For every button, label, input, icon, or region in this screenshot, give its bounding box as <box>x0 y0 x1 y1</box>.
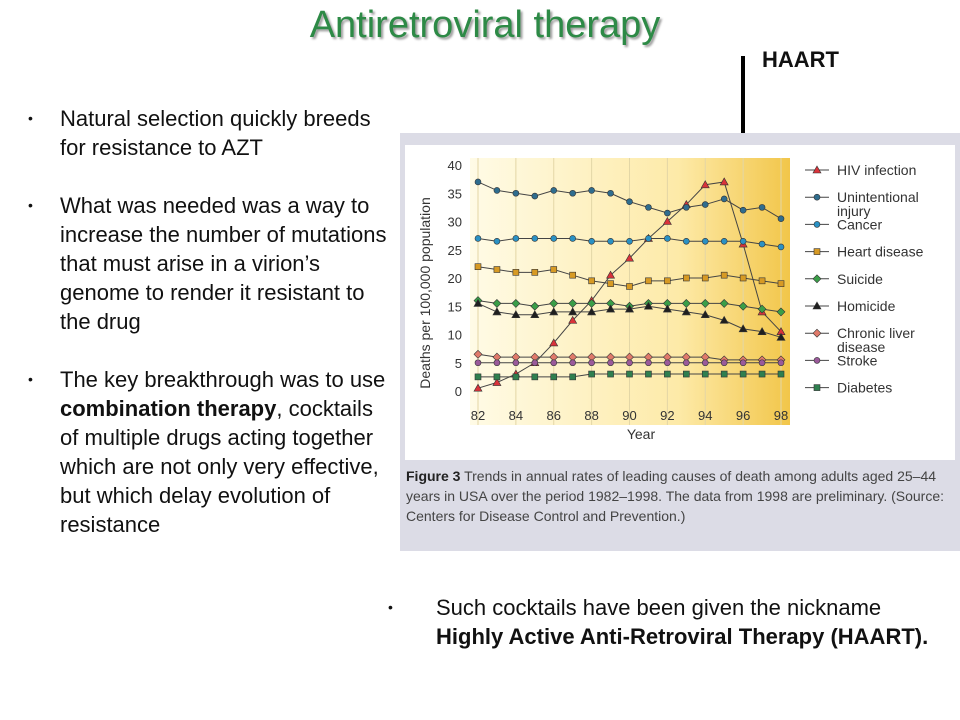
x-tick-label: 92 <box>660 408 675 423</box>
data-point <box>740 360 746 366</box>
data-point <box>702 202 708 208</box>
legend-label: Unintentional <box>837 189 919 206</box>
data-point <box>814 194 820 200</box>
data-point <box>814 385 820 391</box>
bullet-item <box>28 104 388 162</box>
data-point <box>570 374 576 380</box>
bullet-text-pre: Such cocktails have been given the nickname <box>436 595 882 620</box>
data-point <box>814 357 820 363</box>
bullet-text-bold: combination therapy <box>60 396 277 421</box>
data-point <box>740 275 746 281</box>
data-point <box>645 360 651 366</box>
legend-label: Suicide <box>837 270 883 287</box>
data-point <box>589 371 595 377</box>
data-point <box>664 235 670 241</box>
x-axis-label: Year <box>626 426 656 442</box>
data-point <box>608 238 614 244</box>
bullet-text-post: , cocktails of multiple drugs acting together which are not only very effective, but which delay evolution of resistance <box>60 396 379 537</box>
y-tick-label: 0 <box>454 384 462 399</box>
data-point <box>532 235 538 241</box>
data-point <box>475 235 481 241</box>
chart <box>400 133 960 463</box>
data-point <box>570 235 576 241</box>
legend-label: Heart disease <box>837 243 924 260</box>
legend-label: Cancer <box>837 216 883 233</box>
data-point <box>551 374 557 380</box>
bullet-text: What was needed was a way to increase the number of mutations that must arise in a virion’s genome to render it resistant to the drug <box>60 193 387 334</box>
data-point <box>475 374 481 380</box>
bullet-text-bold: Highly Active Anti-Retroviral Therapy (HAART). <box>436 624 929 649</box>
data-point <box>627 199 633 205</box>
data-point <box>608 281 614 287</box>
data-point <box>740 371 746 377</box>
data-point <box>702 360 708 366</box>
data-point <box>627 238 633 244</box>
data-point <box>589 360 595 366</box>
y-tick-label: 5 <box>454 355 462 371</box>
data-point <box>551 187 557 193</box>
x-tick-label: 94 <box>698 408 713 423</box>
bullet-item <box>388 593 948 651</box>
data-point <box>814 249 820 255</box>
data-point <box>494 360 500 366</box>
data-point <box>645 278 651 284</box>
data-point <box>759 204 765 210</box>
bullet-dot-icon: • <box>28 371 33 387</box>
data-point <box>721 360 727 366</box>
bullet-dot-icon: • <box>28 197 33 213</box>
data-point <box>683 238 689 244</box>
slide-title: Antiretroviral therapy <box>309 4 661 46</box>
data-point <box>589 278 595 284</box>
data-point <box>532 269 538 275</box>
data-point <box>494 374 500 380</box>
x-tick-label: 96 <box>735 408 751 423</box>
data-point <box>664 278 670 284</box>
data-point <box>683 371 689 377</box>
y-tick-label: 10 <box>447 327 462 343</box>
data-point <box>664 360 670 366</box>
y-tick-label: 15 <box>447 299 462 315</box>
haart-annotation-label: HAART <box>762 47 839 72</box>
data-point <box>532 193 538 199</box>
data-point <box>683 275 689 281</box>
data-point <box>551 235 557 241</box>
data-point <box>475 360 481 366</box>
y-tick-label: 30 <box>447 214 462 230</box>
legend-label: Diabetes <box>837 379 893 396</box>
y-tick-label: 25 <box>447 242 462 258</box>
data-point <box>759 360 765 366</box>
figure-caption <box>406 466 954 526</box>
caption-text: Trends in annual rates of leading causes of death among adults aged 25–44 years in USA over the period 1982–1998. The data from 1998 are preliminary. (Source: Centers for Disease Control and Prevention.) <box>406 468 945 524</box>
legend-label: Stroke <box>837 352 878 369</box>
y-tick-label: 40 <box>447 158 462 173</box>
data-point <box>532 374 538 380</box>
data-point <box>778 281 784 287</box>
caption-label: Figure 3 <box>406 468 461 484</box>
data-point <box>702 371 708 377</box>
y-tick-label: 20 <box>447 271 462 286</box>
data-point <box>494 238 500 244</box>
data-point <box>778 244 784 250</box>
bullet-dot-icon: • <box>28 110 33 126</box>
data-point <box>608 360 614 366</box>
data-point <box>645 235 651 241</box>
data-point <box>608 190 614 196</box>
data-point <box>475 264 481 270</box>
data-point <box>608 371 614 377</box>
data-point <box>721 371 727 377</box>
legend-label: HIV infection <box>837 162 917 178</box>
data-point <box>551 360 557 366</box>
data-point <box>551 267 557 273</box>
data-point <box>589 238 595 244</box>
bullet-text-pre: The key breakthrough was to use <box>60 367 386 392</box>
bullet-item <box>28 365 388 539</box>
data-point <box>494 267 500 273</box>
data-point <box>721 272 727 278</box>
left-bullet-list <box>28 104 388 568</box>
data-point <box>532 360 538 366</box>
data-point <box>740 207 746 213</box>
data-point <box>664 371 670 377</box>
data-point <box>627 283 633 289</box>
x-tick-label: 82 <box>470 408 486 423</box>
data-point <box>513 360 519 366</box>
data-point <box>814 221 820 227</box>
legend-label: Chronic liver <box>837 325 915 342</box>
data-point <box>645 371 651 377</box>
data-point <box>627 360 633 366</box>
bullet-dot-icon: • <box>388 599 393 615</box>
data-point <box>570 190 576 196</box>
data-point <box>721 238 727 244</box>
data-point <box>494 187 500 193</box>
x-tick-label: 84 <box>508 408 524 423</box>
legend-label: injury <box>837 203 871 220</box>
data-point <box>778 360 784 366</box>
x-tick-label: 90 <box>622 408 637 423</box>
y-axis-label: Deaths per 100,000 population <box>417 197 433 389</box>
data-point <box>645 204 651 210</box>
bullet-text: Natural selection quickly breeds for resistance to AZT <box>60 106 371 160</box>
data-point <box>702 238 708 244</box>
data-point <box>702 275 708 281</box>
legend-label: disease <box>837 339 886 356</box>
data-point <box>759 241 765 247</box>
bullet-item <box>28 191 388 336</box>
x-tick-label: 98 <box>773 408 789 423</box>
y-tick-label: 35 <box>447 186 462 202</box>
data-point <box>759 278 765 284</box>
data-point <box>778 216 784 222</box>
data-point <box>721 196 727 202</box>
data-point <box>589 187 595 193</box>
data-point <box>570 360 576 366</box>
data-point <box>778 371 784 377</box>
data-point <box>627 371 633 377</box>
data-point <box>570 272 576 278</box>
data-point <box>759 371 765 377</box>
data-point <box>513 190 519 196</box>
data-point <box>683 204 689 210</box>
x-tick-label: 86 <box>546 408 561 423</box>
data-point <box>513 269 519 275</box>
legend-label: Homicide <box>837 298 896 314</box>
data-point <box>513 235 519 241</box>
data-point <box>475 179 481 185</box>
bottom-bullet-list <box>388 593 948 651</box>
data-point <box>683 360 689 366</box>
data-point <box>740 238 746 244</box>
data-point <box>513 374 519 380</box>
data-point <box>664 210 670 216</box>
x-tick-label: 88 <box>584 408 599 423</box>
